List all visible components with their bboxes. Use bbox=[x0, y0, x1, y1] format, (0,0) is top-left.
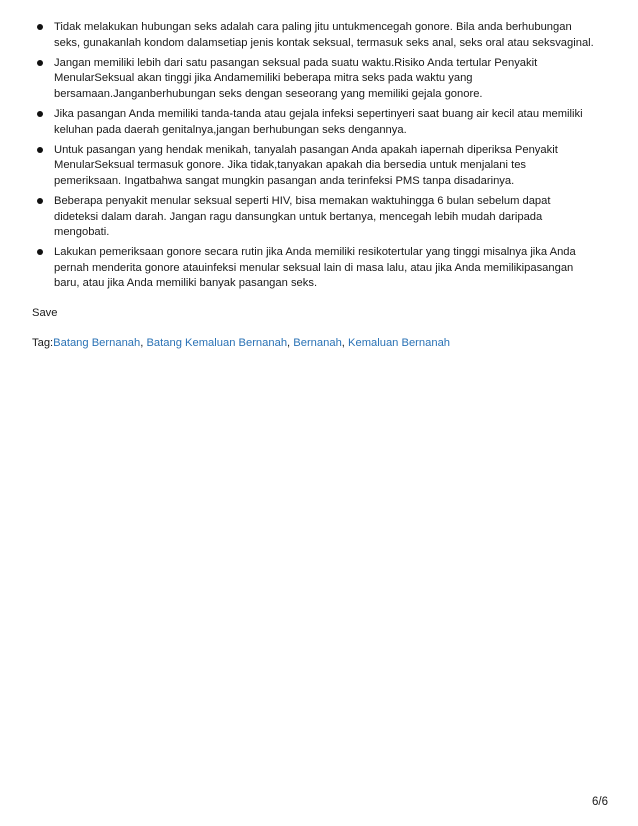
tag-link[interactable]: Bernanah bbox=[293, 337, 342, 349]
list-item-line: Beberapa penyakit menular seksual seperti HIV, bisa memakan waktuhingga 6 bulan sebelum dapat bbox=[54, 194, 551, 207]
save-link[interactable]: Save bbox=[32, 307, 58, 319]
tag-link[interactable]: Batang Bernanah bbox=[53, 337, 141, 349]
list-item bbox=[32, 194, 608, 241]
list-item-line: pernah menderita gonore atauinfeksi menular seksual lain di masa lalu, atau jika Anda memilikipasangan bbox=[54, 261, 574, 274]
list-item bbox=[32, 245, 608, 292]
list-item-line: Tidak melakukan hubungan seks adalah cara paling jitu untukmencegah gonore. Bila anda berhubungan bbox=[54, 21, 572, 33]
tag-list bbox=[32, 336, 608, 351]
bullet-dot-icon bbox=[37, 198, 43, 204]
tag-link[interactable]: Kemaluan Bernanah bbox=[348, 337, 451, 349]
list-item-line: pemeriksaan. Ingatbahwa sangat mungkin pasangan anda terinfeksi PMS tanpa disadarinya. bbox=[54, 174, 515, 187]
list-item bbox=[32, 20, 608, 51]
list-item-line: Untuk pasangan yang hendak menikah, tanyalah pasangan Anda apakah iapernah diperiksa Penyakit bbox=[54, 143, 558, 156]
tag-separator: , bbox=[341, 337, 349, 349]
bullet-dot-icon bbox=[37, 111, 43, 117]
tag-link[interactable]: Batang Kemaluan Bernanah bbox=[146, 337, 288, 349]
bullet-dot-icon bbox=[37, 24, 43, 30]
tag-separator: , bbox=[140, 337, 147, 349]
tag-separator: , bbox=[287, 337, 294, 349]
list-item-line: mengobati. bbox=[54, 226, 110, 239]
list-item-line: dideteksi dalam darah. Jangan ragu dansungkan untuk bertanya, mencegah lebih mudah daripada bbox=[54, 210, 543, 223]
list-item-line: bersamaan.Janganberhubungan seks dengan seseorang yang memiliki gejala gonore. bbox=[54, 87, 483, 100]
bullet-dot-icon bbox=[37, 60, 43, 66]
document-content bbox=[32, 20, 608, 351]
list-item-line: MenularSeksual akan tinggi jika Andamemiliki beberapa mitra seks pada waktu yang bbox=[54, 72, 473, 85]
prevention-list bbox=[32, 20, 608, 292]
tag-links bbox=[53, 337, 450, 349]
page-number: 6/6 bbox=[592, 796, 608, 808]
list-item bbox=[32, 143, 608, 190]
list-item bbox=[32, 107, 608, 138]
list-item-line: keluhan pada daerah genitalnya,jangan berhubungan seks dengannya. bbox=[54, 123, 407, 136]
list-item bbox=[32, 56, 608, 103]
list-item-line: Jangan memiliki lebih dari satu pasangan seksual pada suatu waktu.Risiko Anda tertular Penyakit bbox=[54, 56, 538, 69]
list-item-line: Lakukan pemeriksaan gonore secara rutin jika Anda memiliki resikotertular yang tinggi misalnya jika Anda bbox=[54, 246, 576, 259]
list-item-line: Jika pasangan Anda memiliki tanda-tanda atau gejala infeksi sepertinyeri saat buang air kecil atau memiliki bbox=[54, 107, 583, 120]
list-item-line: baru, atau jika Anda memiliki banyak pasangan seks. bbox=[54, 277, 318, 290]
bullet-dot-icon bbox=[37, 249, 43, 255]
tag-prefix: Tag: bbox=[32, 337, 54, 349]
bullet-dot-icon bbox=[37, 147, 43, 153]
list-item-line: MenularSeksual termasuk gonore. Jika tidak,tanyakan apakah dia bersedia untuk menjalani tes bbox=[54, 159, 527, 172]
list-item-line: seks, gunakanlah kondom dalamsetiap jenis kontak seksual, termasuk seks anal, seks oral atau seksvaginal. bbox=[54, 36, 594, 49]
